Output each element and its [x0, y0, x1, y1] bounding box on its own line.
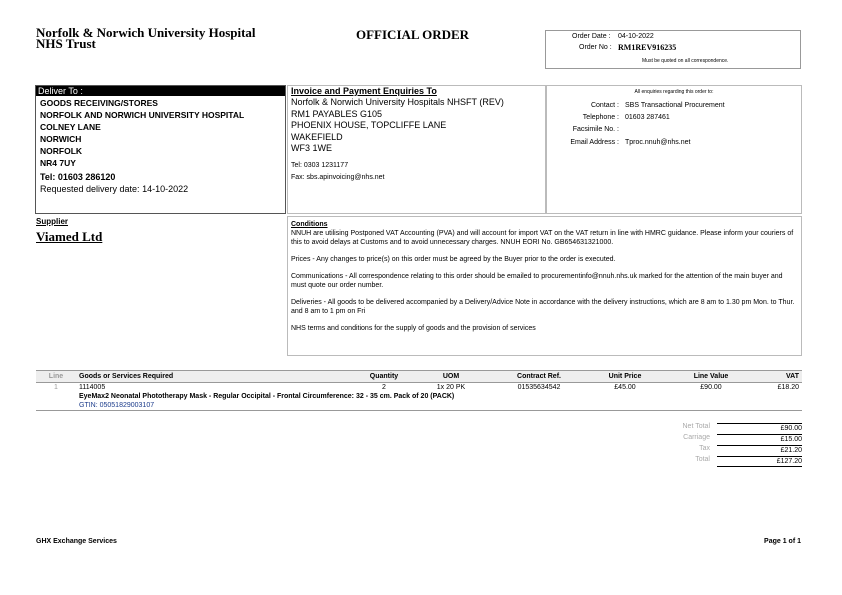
page-number: Page 1 of 1	[764, 538, 801, 545]
condition-paragraph: Prices - Any changes to price(s) on this order must be agreed by the Buyer prior to the order is executed.	[291, 256, 616, 263]
col-header-line: Line	[36, 371, 76, 383]
cell-quantity: 2	[382, 384, 386, 391]
contact-value: SBS Transactional Procurement	[625, 102, 725, 109]
deliver-address-line: NR4 7UY	[40, 158, 76, 168]
col-header-uom: UOM	[406, 371, 496, 383]
condition-paragraph: Deliveries - All goods to be delivered accompanied by a Delivery/Advice Note in accordance with the delivery instructions, which are 8 am to 1.30 pm Mon. to Thur. and 8 am to 1 pm on Fri	[291, 299, 795, 315]
table-row-description	[36, 392, 802, 401]
cell-contract-ref: 01535634542	[517, 384, 561, 391]
carriage-label: Carriage	[683, 434, 710, 441]
cell-unit-price: £45.00	[614, 384, 636, 391]
hospital-name-line2: NHS Trust	[36, 36, 96, 51]
contact-label: Contact :	[590, 102, 619, 109]
invoice-contact	[288, 160, 545, 184]
net-total-value: £90.00	[717, 423, 802, 433]
net-total-label: Net Total	[682, 423, 710, 430]
item-gtin: GTIN: 05051829003107	[76, 401, 802, 411]
invoice-tel: Tel: 0303 1231177	[291, 161, 349, 169]
tax-value: £21.20	[717, 445, 802, 455]
order-items-table	[36, 370, 802, 411]
invoice-address-line: RM1 PAYABLES G105	[291, 108, 383, 119]
table-header-row	[36, 371, 802, 383]
supplier-name: Viamed Ltd	[36, 229, 103, 244]
col-header-quantity: Quantity	[362, 371, 406, 383]
invoice-title: Invoice and Payment Enquiries To	[291, 86, 437, 96]
order-info-box	[545, 30, 801, 69]
cell-line-value: £90.00	[700, 384, 722, 391]
email-label: Email Address :	[570, 139, 619, 146]
deliver-address-line: COLNEY LANE	[40, 122, 101, 132]
deliver-address	[36, 97, 285, 169]
condition-paragraph: Communications - All correspondence relating to this order should be emailed to procurementinfo@nnuh.nhs.uk marked for the attention of the main buyer and must quote our order number.	[291, 273, 783, 289]
condition-paragraph: NHS terms and conditions for the supply of goods and the provision of services	[291, 325, 536, 332]
grand-total-row	[650, 456, 802, 467]
deliver-address-line: NORFOLK AND NORWICH UNIVERSITY HOSPITAL	[40, 110, 245, 120]
net-total-row	[650, 423, 802, 434]
tax-row	[650, 445, 802, 456]
invoice-box	[287, 85, 546, 214]
invoice-fax: Fax: sbs.apinvoicing@nhs.net	[291, 173, 385, 181]
table-row	[36, 383, 802, 393]
enquiries-box	[546, 85, 802, 214]
invoice-address	[288, 97, 545, 155]
grand-total-label: Total	[695, 456, 710, 463]
conditions-title: Conditions	[291, 221, 328, 228]
telephone-value: 01603 287461	[625, 114, 670, 121]
deliver-address-line: NORWICH	[40, 134, 82, 144]
table-row-gtin	[36, 401, 802, 411]
invoice-address-line: Norfolk & Norwich University Hospitals NHSFT (REV)	[291, 97, 504, 107]
col-header-unit-price: Unit Price	[582, 371, 668, 383]
invoice-address-line: WF3 1WE	[291, 143, 333, 153]
carriage-value: £15.00	[717, 434, 802, 444]
deliver-address-line: NORFOLK	[40, 146, 83, 156]
item-description: EyeMax2 Neonatal Phototherapy Mask - Regular Occipital - Frontal Circumference: 32 - 35 cm. Pack of 20 (PACK)	[79, 393, 455, 400]
deliver-address-line: GOODS RECEIVING/STORES	[40, 98, 158, 108]
telephone-label: Telephone :	[582, 114, 619, 121]
cell-line: 1	[54, 384, 58, 391]
totals-block	[650, 423, 802, 467]
col-header-goods: Goods or Services Required	[76, 371, 362, 383]
grand-total-value: £127.20	[717, 456, 802, 467]
cell-uom: 1x 20 PK	[436, 384, 466, 391]
hospital-name-line1: Norfolk & Norwich University Hospital	[36, 25, 256, 40]
enquiries-note: All enquiries regarding this order to:	[634, 89, 714, 95]
facsimile-label: Facsimile No. :	[572, 126, 619, 133]
order-no-label: Order No :	[579, 44, 612, 51]
order-no: RM1REV916235	[618, 43, 677, 52]
invoice-address-line: PHOENIX HOUSE, TOPCLIFFE LANE	[291, 120, 447, 130]
col-header-line-value: Line Value	[668, 371, 754, 383]
col-header-contract: Contract Ref.	[496, 371, 582, 383]
col-header-vat: VAT	[754, 371, 802, 383]
footer-service-name: GHX Exchange Services	[36, 538, 117, 545]
cell-vat: £18.20	[777, 384, 799, 391]
deliver-tel: Tel: 01603 286120	[40, 172, 116, 182]
document-title: OFFICIAL ORDER	[356, 27, 470, 42]
order-date: 04-10-2022	[618, 33, 654, 40]
carriage-row	[650, 434, 802, 445]
email-value: Tproc.nnuh@nhs.net	[625, 139, 691, 146]
invoice-address-line: WAKEFIELD	[291, 131, 343, 142]
deliver-to-heading: Deliver To :	[36, 86, 285, 96]
requested-delivery-date: Requested delivery date: 14-10-2022	[40, 184, 189, 194]
cell-code: 1114005	[79, 384, 106, 391]
deliver-to-box	[35, 85, 286, 214]
order-date-label: Order Date :	[572, 33, 611, 40]
supplier-label: Supplier	[36, 217, 69, 226]
condition-paragraph: NNUH are utilising Postponed VAT Accounting (PVA) and will account for import VAT on the VAT return in line with HMRC guidance. Please inform your couriers of this to avoid delays at Customs and to avoid unnecessary charges. NNUH EORI No. GB654631321000.	[291, 230, 794, 246]
hospital-name	[36, 27, 296, 49]
quote-note: Must be quoted on all correspondence.	[642, 58, 729, 64]
tax-label: Tax	[699, 445, 710, 452]
conditions-box	[287, 216, 802, 356]
